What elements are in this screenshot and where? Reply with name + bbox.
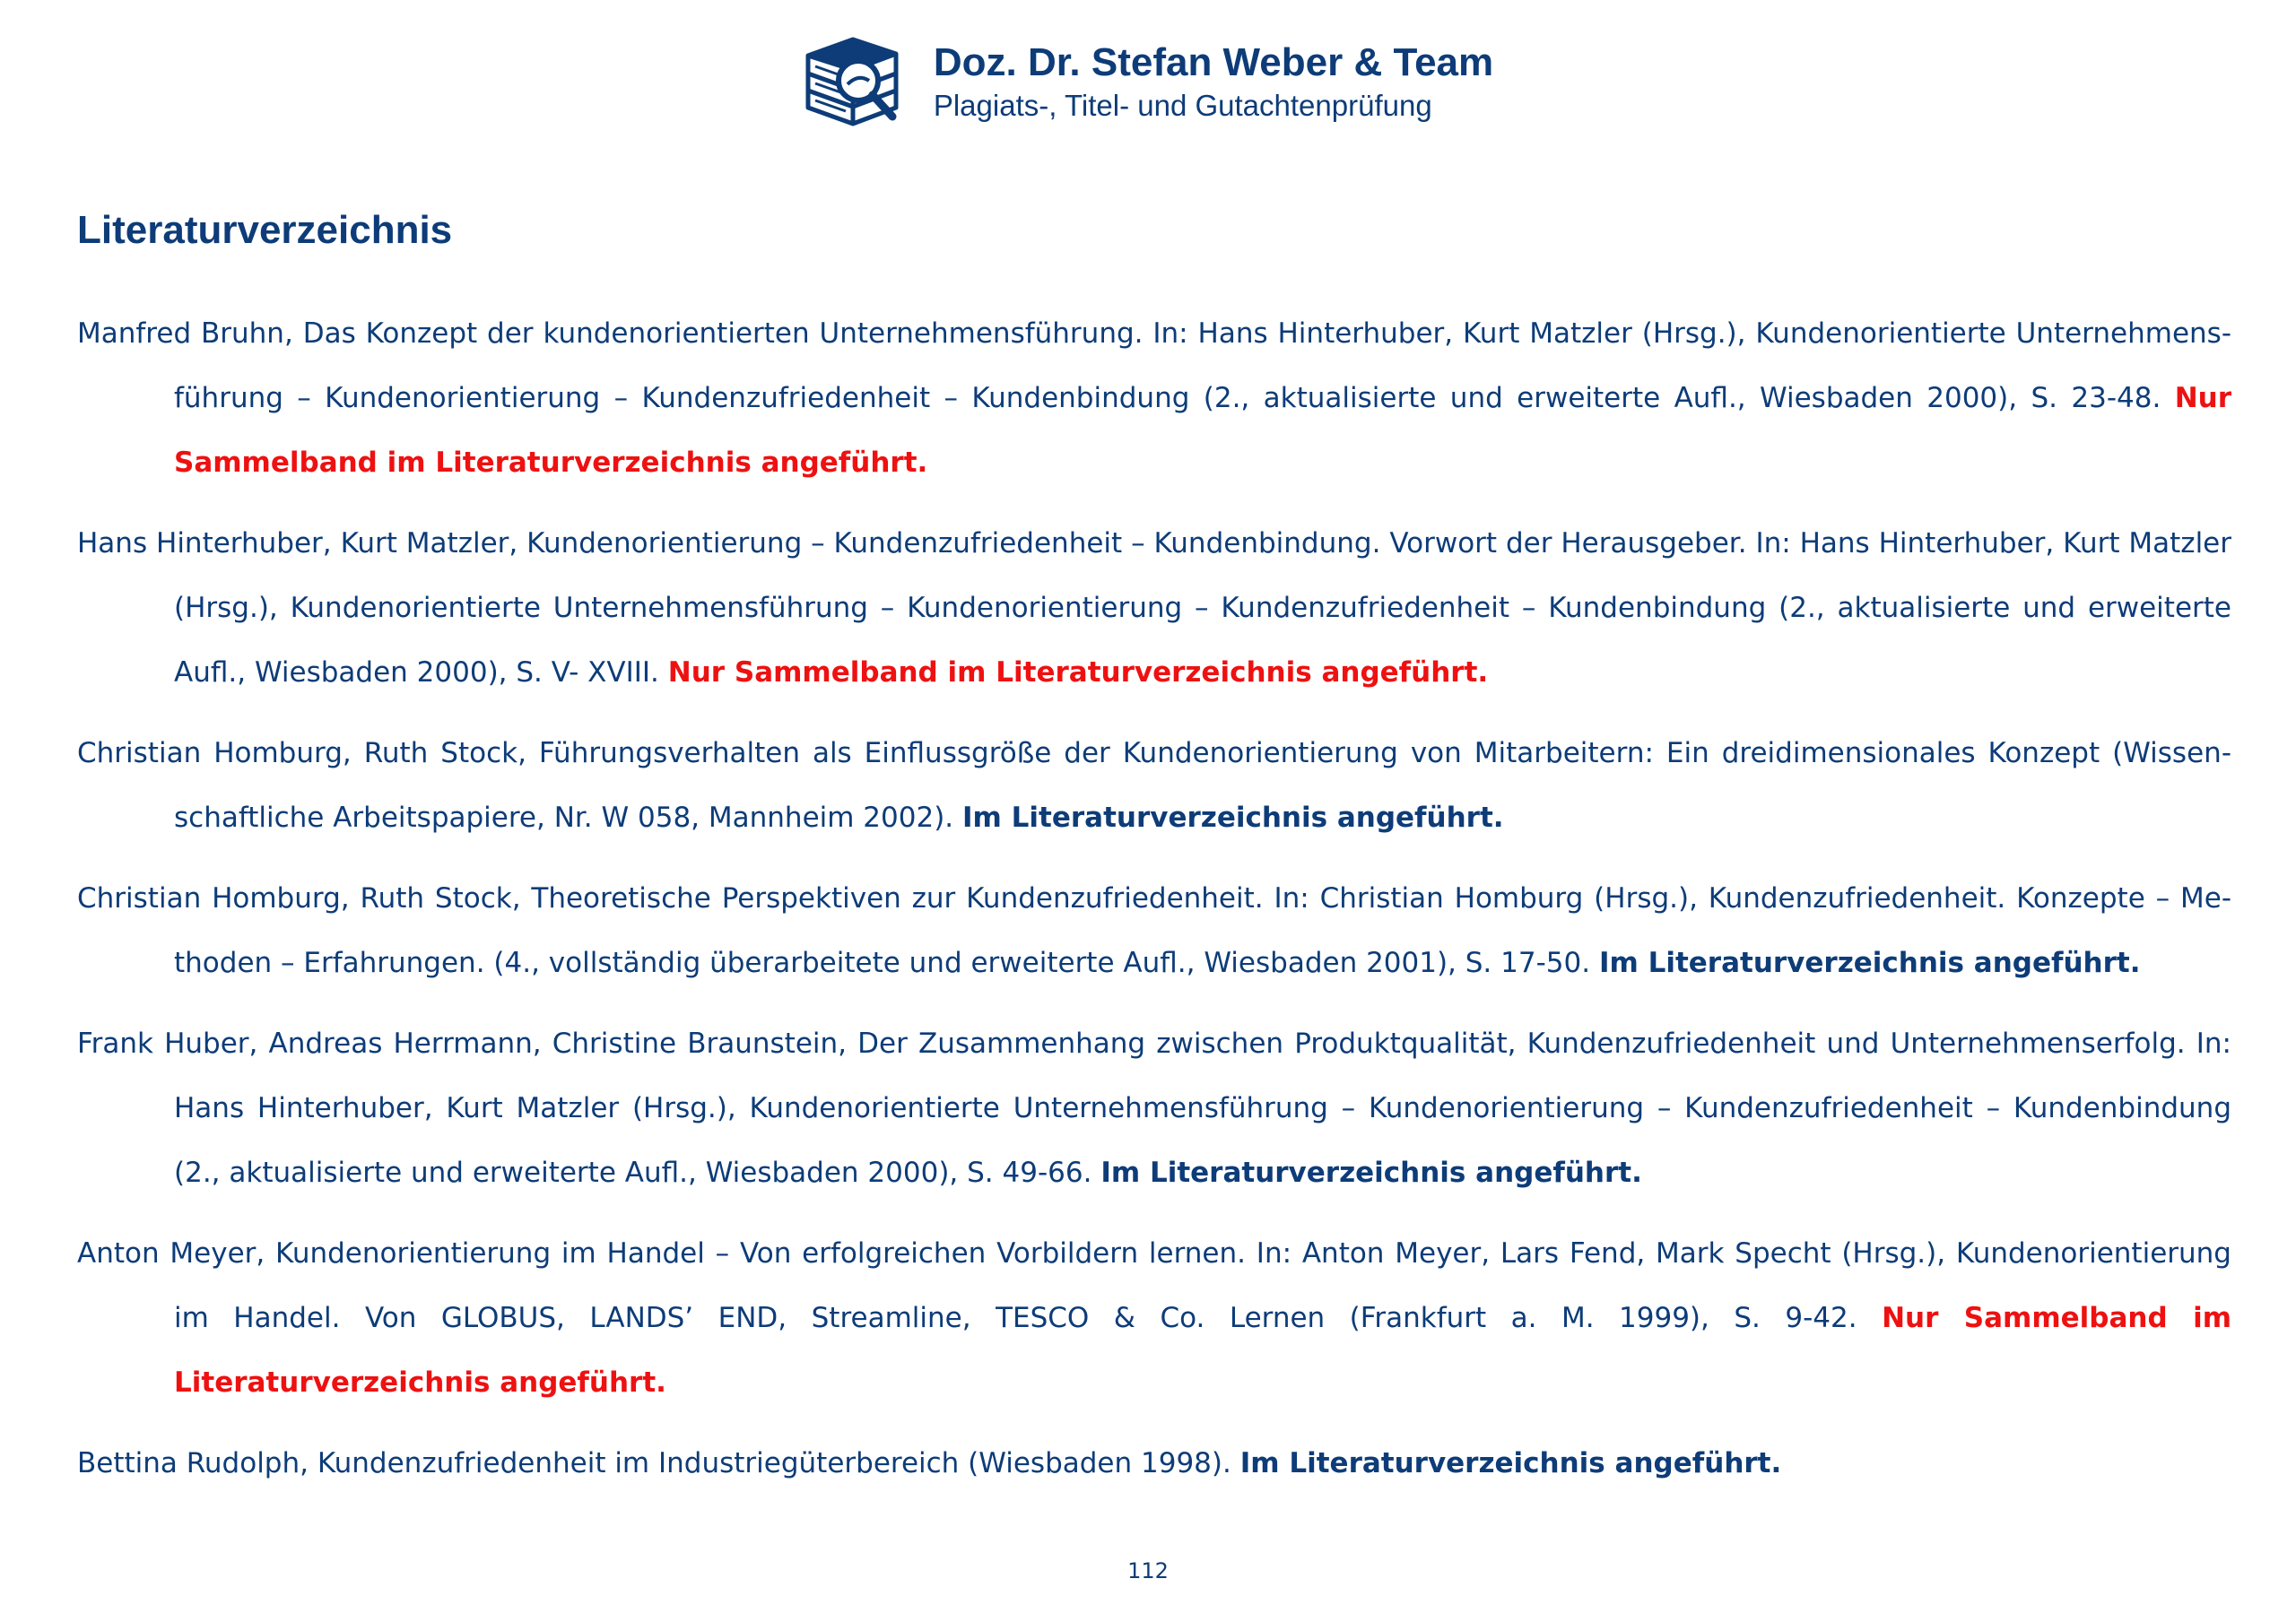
reference-list <box>77 301 2231 1512</box>
reference-text: Christian Homburg, Ruth Stock, Theoretische Perspektiven zur Kundenzufriedenheit. In: Christian Homburg (Hrsg.), Kundenzufriedenheit. Konzepte – Methoden – Erfahrungen. (4., vollständig überarbeitete und erweiterte Aufl., Wiesbaden 2001), S. 17-50. <box>77 882 2231 979</box>
logo-text <box>934 39 1493 126</box>
book-magnifier-icon <box>803 34 910 131</box>
reference-text: Frank Huber, Andreas Herrmann, Christine Braunstein, Der Zusammenhang zwischen Produktqualität, Kundenzufriedenheit und Unternehmenserfolg. In: Hans Hinterhuber, Kurt Matzler (Hrsg.), Kundenorientierte Unternehmensführung – Kundenorientierung – Kundenzufriedenheit – Kundenbindung (2., aktualisierte und erweiterte Aufl., Wiesbaden 2000), S. 49-66. <box>77 1028 2231 1189</box>
reference-text: Bettina Rudolph, Kundenzufriedenheit im Industriegüterbereich (Wiesbaden 1998). <box>77 1447 1231 1479</box>
reference-note: Im Literaturverzeichnis angeführt. <box>962 802 1504 834</box>
reference-entry <box>77 1011 2231 1205</box>
reference-note: Nur Sammelband im Literaturverzeichnis angeführt. <box>667 656 1489 689</box>
reference-entry <box>77 301 2231 495</box>
reference-text: Hans Hinterhuber, Kurt Matzler, Kundenorientierung – Kundenzufriedenheit – Kundenbindung. Vorwort der Herausgeber. In: Hans Hinterhuber, Kurt Matzler (Hrsg.), Kundenorientierte Unternehmensführung – Kundenorientierung – Kundenzufriedenheit – Kundenbindung (2., aktualisierte und erweiterte Aufl., Wiesbaden 2000), S. V- XVIII. <box>77 527 2231 689</box>
reference-note: Im Literaturverzeichnis angeführt. <box>1100 1157 1642 1189</box>
org-tagline: Plagiats-, Titel- und Gutachtenprüfung <box>933 89 1432 122</box>
logo <box>803 34 1493 131</box>
reference-entry <box>77 721 2231 850</box>
org-name: Doz. Dr. Stefan Weber & Team <box>933 40 1494 84</box>
page-number: 112 <box>1127 1558 1169 1583</box>
reference-text: Anton Meyer, Kundenorientierung im Handel – Von erfolgreichen Vorbildern lernen. In: Anton Meyer, Lars Fend, Mark Specht (Hrsg.), Kundenorientierung im Handel. Von GLOBUS, LANDS’ END, Streamline, TESCO & Co. Lernen (Frankfurt a. M. 1999), S. 9-42. <box>77 1237 2231 1334</box>
page-header <box>0 34 2296 131</box>
reference-entry <box>77 1221 2231 1415</box>
reference-note: Nur Sammelband im Literaturverzeichnis angeführt. <box>174 382 2231 479</box>
section-title: Literaturverzeichnis <box>77 208 453 252</box>
reference-note: Im Literaturverzeichnis angeführt. <box>1239 1447 1782 1479</box>
reference-entry <box>77 1431 2231 1496</box>
reference-note: Im Literaturverzeichnis angeführt. <box>1598 947 2141 979</box>
reference-text: Christian Homburg, Ruth Stock, Führungsverhalten als Einflussgröße der Kundenorientierung von Mitarbeitern: Ein dreidimensionales Konzept (Wissenschaftliche Arbeitspapiere, Nr. W 058, Mannheim 2002). <box>77 737 2231 834</box>
reference-entry <box>77 866 2231 995</box>
reference-entry <box>77 511 2231 705</box>
reference-text: Manfred Bruhn, Das Konzept der kundenorientierten Unternehmensführung. In: Hans Hinterhuber, Kurt Matzler (Hrsg.), Kundenorientierte Unternehmensführung – Kundenorientierung – Kundenzufriedenheit – Kundenbindung (2., aktualisierte und erweiterte Aufl., Wiesbaden 2000), S. 23-48. <box>77 317 2231 414</box>
reference-note: Nur Sammelband im Literaturverzeichnis angeführt. <box>174 1302 2232 1399</box>
